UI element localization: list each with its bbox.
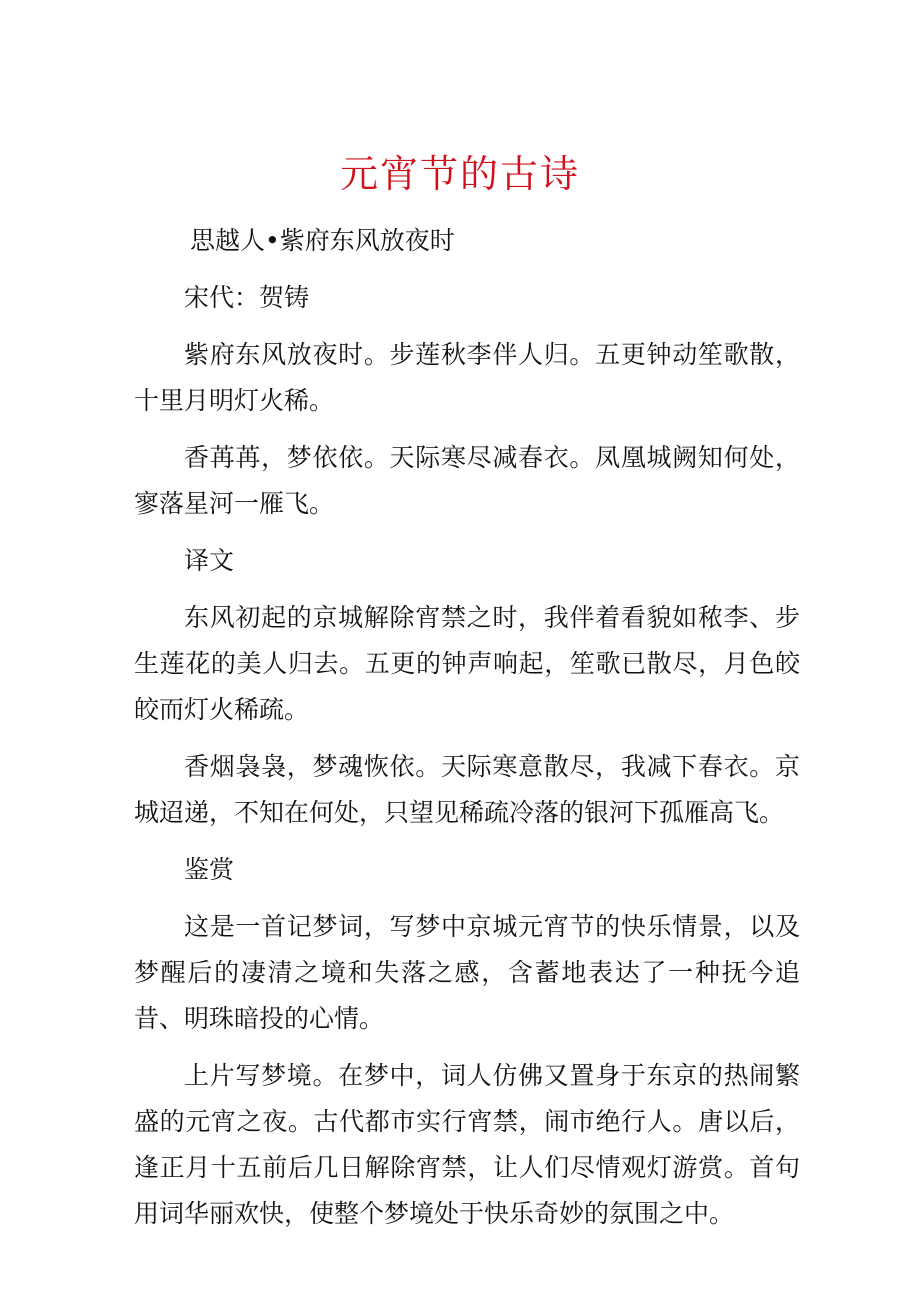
- appreciation-heading: 鉴赏: [184, 855, 235, 884]
- poem-stanza-1: 紫府东风放夜时。步莲秋李伴人归。五更钟动笙歌散，十里月明灯火稀。: [134, 340, 800, 415]
- appreciation-paragraph-1: 这是一首记梦词，写梦中京城元宵节的快乐情景，以及梦醒后的凄清之境和失落之感，含蓄地表达了一种抚今追昔、明珠暗投的心情。: [134, 912, 800, 1033]
- translation-heading: 译文: [184, 546, 235, 575]
- translation-paragraph-2: 香烟袅袅，梦魂恢依。天际寒意散尽，我减下春衣。京城迢递，不知在何处，只望见稀疏冷落的银河下孤雁高飞。: [134, 752, 800, 827]
- poem-author: 宋代：贺铸: [184, 283, 310, 312]
- document-title: 元宵节的古诗: [339, 152, 580, 196]
- translation-paragraph-1: 东风初起的京城解除宵禁之时，我伴着看貌如秾李、步生莲花的美人归去。五更的钟声响起，笙歌已散尽，月色皎皎而灯火稀疏。: [134, 603, 800, 724]
- document-body: [134, 218, 800, 1248]
- appreciation-paragraph-2: 上片写梦境。在梦中，词人仿佛又置身于东京的热闹繁盛的元宵之夜。古代都市实行宵禁，闹市绝行人。唐以后，逢正月十五前后几日解除宵禁，让人们尽情观灯游赏。首句用词华丽欢快，使整个梦境处于快乐奇妙的氛围之中。: [134, 1061, 800, 1228]
- poem-title: 思越人•紫府东风放夜时: [190, 226, 455, 255]
- poem-stanza-2: 香苒苒，梦依依。天际寒尽减春衣。凤凰城阙知何处，寥落星河一雁飞。: [134, 443, 800, 518]
